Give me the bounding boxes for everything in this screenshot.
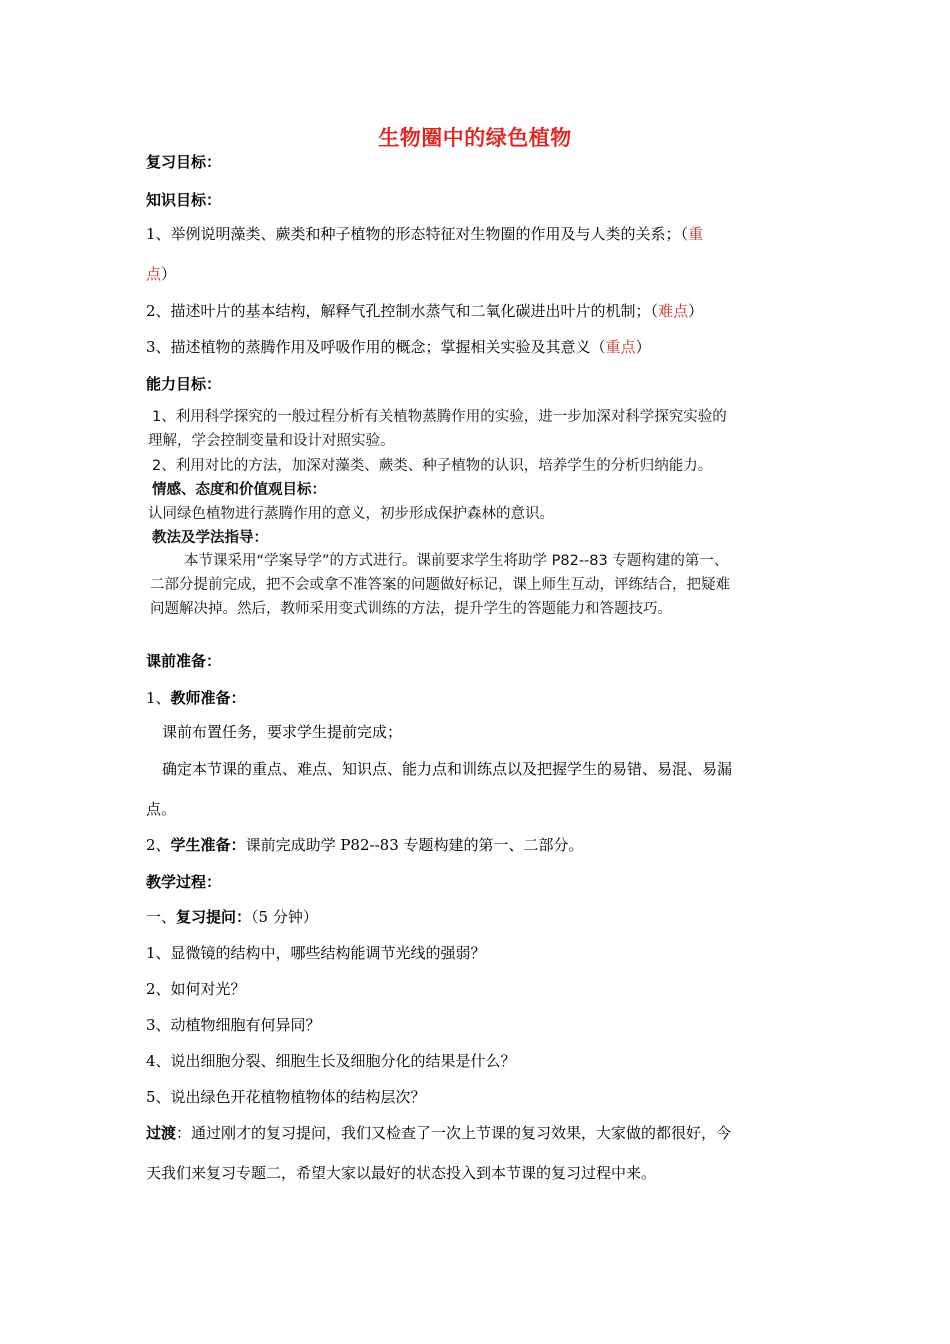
teacher-prep-heading	[146, 688, 246, 708]
student-prep-number: 2、	[146, 836, 171, 854]
student-prep-text: 课前完成助学 P82--83 专题构建的第一、二部分。	[245, 836, 584, 854]
knowledge-item-2-text: 2、描述叶片的基本结构，解释气孔控制水蒸气和二氧化碳进出叶片的机制；（	[146, 302, 659, 320]
question-item: 5、说出绿色开花植物植物体的结构层次？	[146, 1088, 426, 1106]
teacher-prep-item-2-cont: 点。	[146, 800, 177, 818]
review-questions-time: （5 分钟）	[251, 908, 318, 926]
question-item: 3、动植物细胞有何异同？	[146, 1016, 321, 1034]
page-title: 生物圈中的绿色植物	[378, 126, 572, 150]
review-questions-number: 一、	[146, 908, 177, 926]
transition-line-1: ：通过刚才的复习提问，我们又检查了一次上节课的复习效果，大家做的都很好，今	[176, 1124, 732, 1142]
student-prep	[146, 835, 584, 855]
method-line-1: 本节课采用“学案导学”的方式进行。课前要求学生将助学 P82--83 专题构建的第一、	[184, 553, 729, 569]
ability-item-2: 2、利用对比的方法，加深对藻类、蕨类、种子植物的认识，培养学生的分析归纳能力。	[152, 458, 713, 474]
ability-item-1-line-2: 理解，学会控制变量和设计对照实验。	[148, 433, 395, 449]
teacher-prep-item-1: 课前布置任务，要求学生提前完成；	[162, 723, 403, 741]
transition-label: 过渡	[146, 1124, 177, 1142]
knowledge-item-1-text: 1、举例说明藻类、蕨类和种子植物的形态特征对生物圈的作用及与人类的关系；（	[146, 225, 689, 243]
method-guidance-heading: 教法及学法指导：	[152, 530, 268, 546]
difficult-point-tag: 难点	[658, 302, 689, 320]
review-questions-label: 复习提问：	[176, 908, 252, 926]
review-goals-heading: 复习目标：	[146, 153, 222, 171]
knowledge-goals-heading: 知识目标：	[146, 191, 222, 209]
knowledge-item-2	[146, 301, 703, 321]
question-item: 2、如何对光？	[146, 980, 246, 998]
knowledge-item-3-text: 3、描述植物的蒸腾作用及呼吸作用的概念；掌握相关实验及其意义（	[146, 338, 606, 356]
emotion-goals-heading: 情感、态度和价值观目标：	[152, 482, 326, 498]
teacher-prep-label: 教师准备：	[170, 689, 246, 707]
ability-item-1-line-1: 1、利用科学探究的一般过程分析有关植物蒸腾作用的实验，进一步加深对科学探究实验的	[152, 409, 727, 425]
knowledge-item-3	[146, 337, 651, 357]
student-prep-label: 学生准备：	[170, 836, 246, 854]
key-point-tag-2: 重点	[605, 338, 636, 356]
knowledge-item-3-tail: ）	[635, 338, 651, 356]
key-point-tag: 重	[688, 225, 704, 243]
method-line-2: 二部分提前完成，把不会或拿不准答案的问题做好标记，课上师生互动，评练结合，把疑难	[150, 577, 730, 593]
question-item: 4、说出细胞分裂、细胞生长及细胞分化的结果是什么？	[146, 1052, 516, 1070]
knowledge-item-1	[146, 224, 703, 244]
knowledge-item-1-cont	[146, 264, 176, 284]
transition-paragraph	[146, 1123, 731, 1143]
knowledge-item-1-tail: ）	[161, 265, 177, 283]
teaching-process-heading: 教学过程：	[146, 873, 222, 891]
ability-goals-heading: 能力目标：	[146, 375, 222, 393]
teacher-prep-number: 1、	[146, 689, 171, 707]
pre-class-prep-heading: 课前准备：	[146, 652, 222, 670]
review-questions-heading	[146, 907, 318, 927]
emotion-goals-text: 认同绿色植物进行蒸腾作用的意义，初步形成保护森林的意识。	[148, 506, 554, 522]
method-line-3: 问题解决掉。然后，教师采用变式训练的方法，提升学生的答题能力和答题技巧。	[150, 601, 672, 617]
transition-line-2: 天我们来复习专题二，希望大家以最好的状态投入到本节课的复习过程中来。	[146, 1164, 657, 1182]
knowledge-item-2-tail: ）	[688, 302, 704, 320]
key-point-tag-cont: 点	[146, 265, 162, 283]
teacher-prep-item-2: 确定本节课的重点、难点、知识点、能力点和训练点以及把握学生的易错、易混、易漏	[162, 760, 733, 778]
question-item: 1、显微镜的结构中，哪些结构能调节光线的强弱？	[146, 944, 486, 962]
